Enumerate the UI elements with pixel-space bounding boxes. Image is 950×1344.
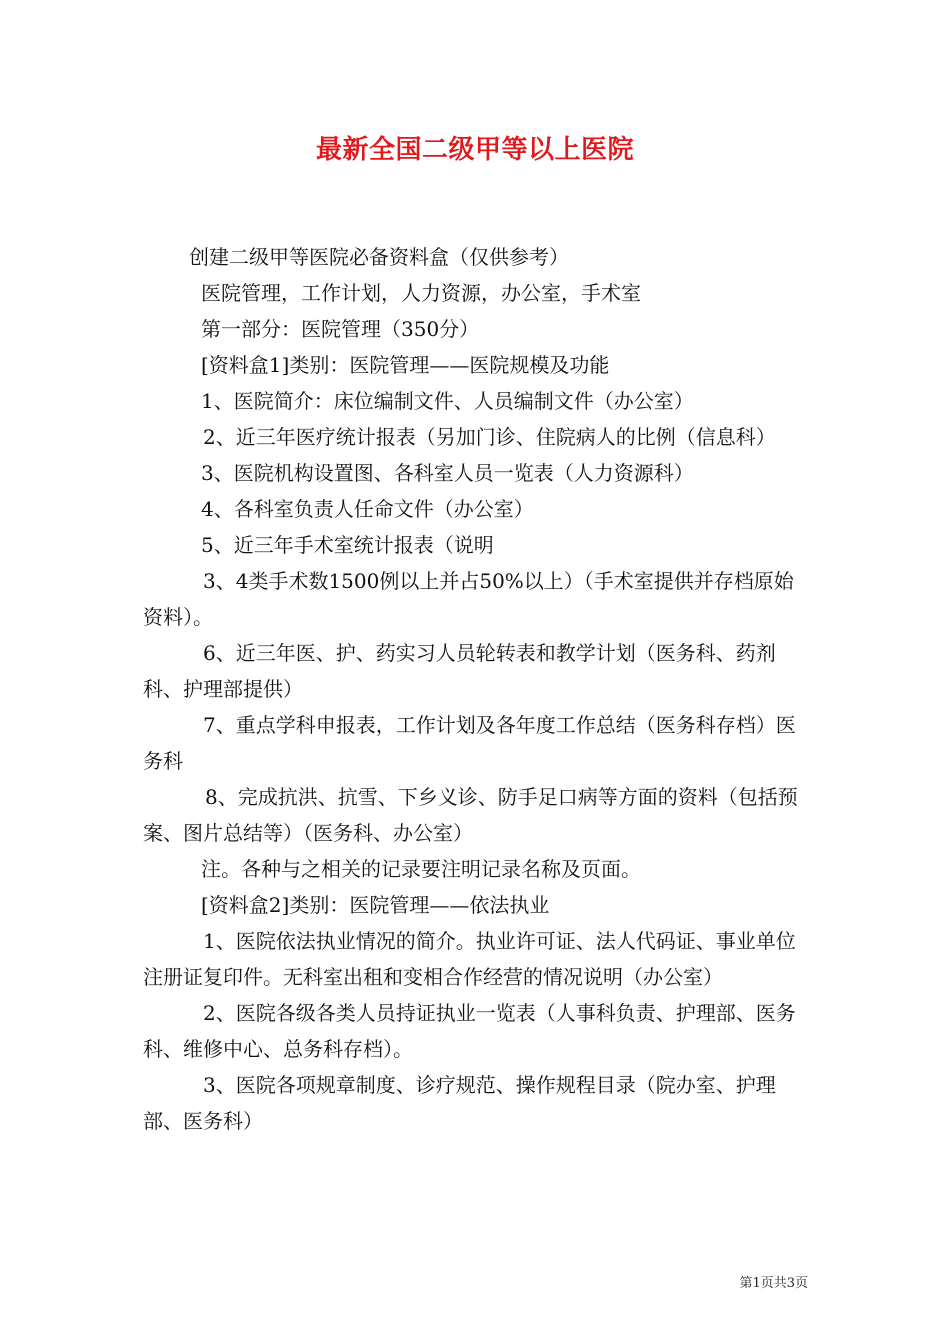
paragraph: 3、医院机构设置图、各科室人员一览表（人力资源科） — [201, 461, 694, 485]
paragraph: [资料盒1]类别：医院管理——医院规模及功能 — [201, 353, 610, 377]
document-title: 最新全国二级甲等以上医院 — [315, 135, 634, 165]
paragraph: 2、医院各级各类人员持证执业一览表（人事科负责、护理部、医务科、维修中心、总务科存档）。 — [143, 1001, 796, 1061]
paragraph: 3、医院各项规章制度、诊疗规范、操作规程目录（院办室、护理部、医务科） — [143, 1073, 776, 1133]
paragraph: 4、各科室负责人任命文件（办公室） — [201, 497, 534, 521]
paragraph: 5、近三年手术室统计报表（说明 — [201, 533, 494, 557]
paragraph: 2、近三年医疗统计报表（另加门诊、住院病人的比例（信息科） — [203, 425, 776, 449]
paragraph: 1、医院简介：床位编制文件、人员编制文件（办公室） — [201, 389, 694, 413]
paragraph: [资料盒2]类别：医院管理——依法执业 — [201, 893, 550, 917]
paragraph: 6、近三年医、护、药实习人员轮转表和教学计划（医务科、药剂科、护理部提供） — [143, 641, 776, 701]
paragraph: 8、完成抗洪、抗雪、下乡义诊、防手足口病等方面的资料（包括预案、图片总结等）（医务科、办公室） — [143, 785, 798, 845]
paragraph: 7、重点学科申报表，工作计划及各年度工作总结（医务科存档）医务科 — [143, 713, 796, 773]
paragraph: 第一部分：医院管理（350分） — [201, 317, 480, 341]
document-body — [143, 239, 813, 1139]
paragraph: 医院管理，工作计划，人力资源，办公室，手术室 — [201, 281, 641, 305]
paragraph: 1、医院依法执业情况的简介。执业许可证、法人代码证、事业单位注册证复印件。无科室出租和变相合作经营的情况说明（办公室） — [143, 929, 796, 989]
paragraph: 3、4类手术数1500例以上并占50%以上）（手术室提供并存档原始资料）。 — [143, 569, 794, 629]
paragraph: 注。各种与之相关的记录要注明记录名称及页面。 — [201, 857, 641, 881]
page-number: 第1页共3页 — [739, 1276, 808, 1291]
paragraph: 创建二级甲等医院必备资料盒（仅供参考） — [189, 245, 569, 269]
